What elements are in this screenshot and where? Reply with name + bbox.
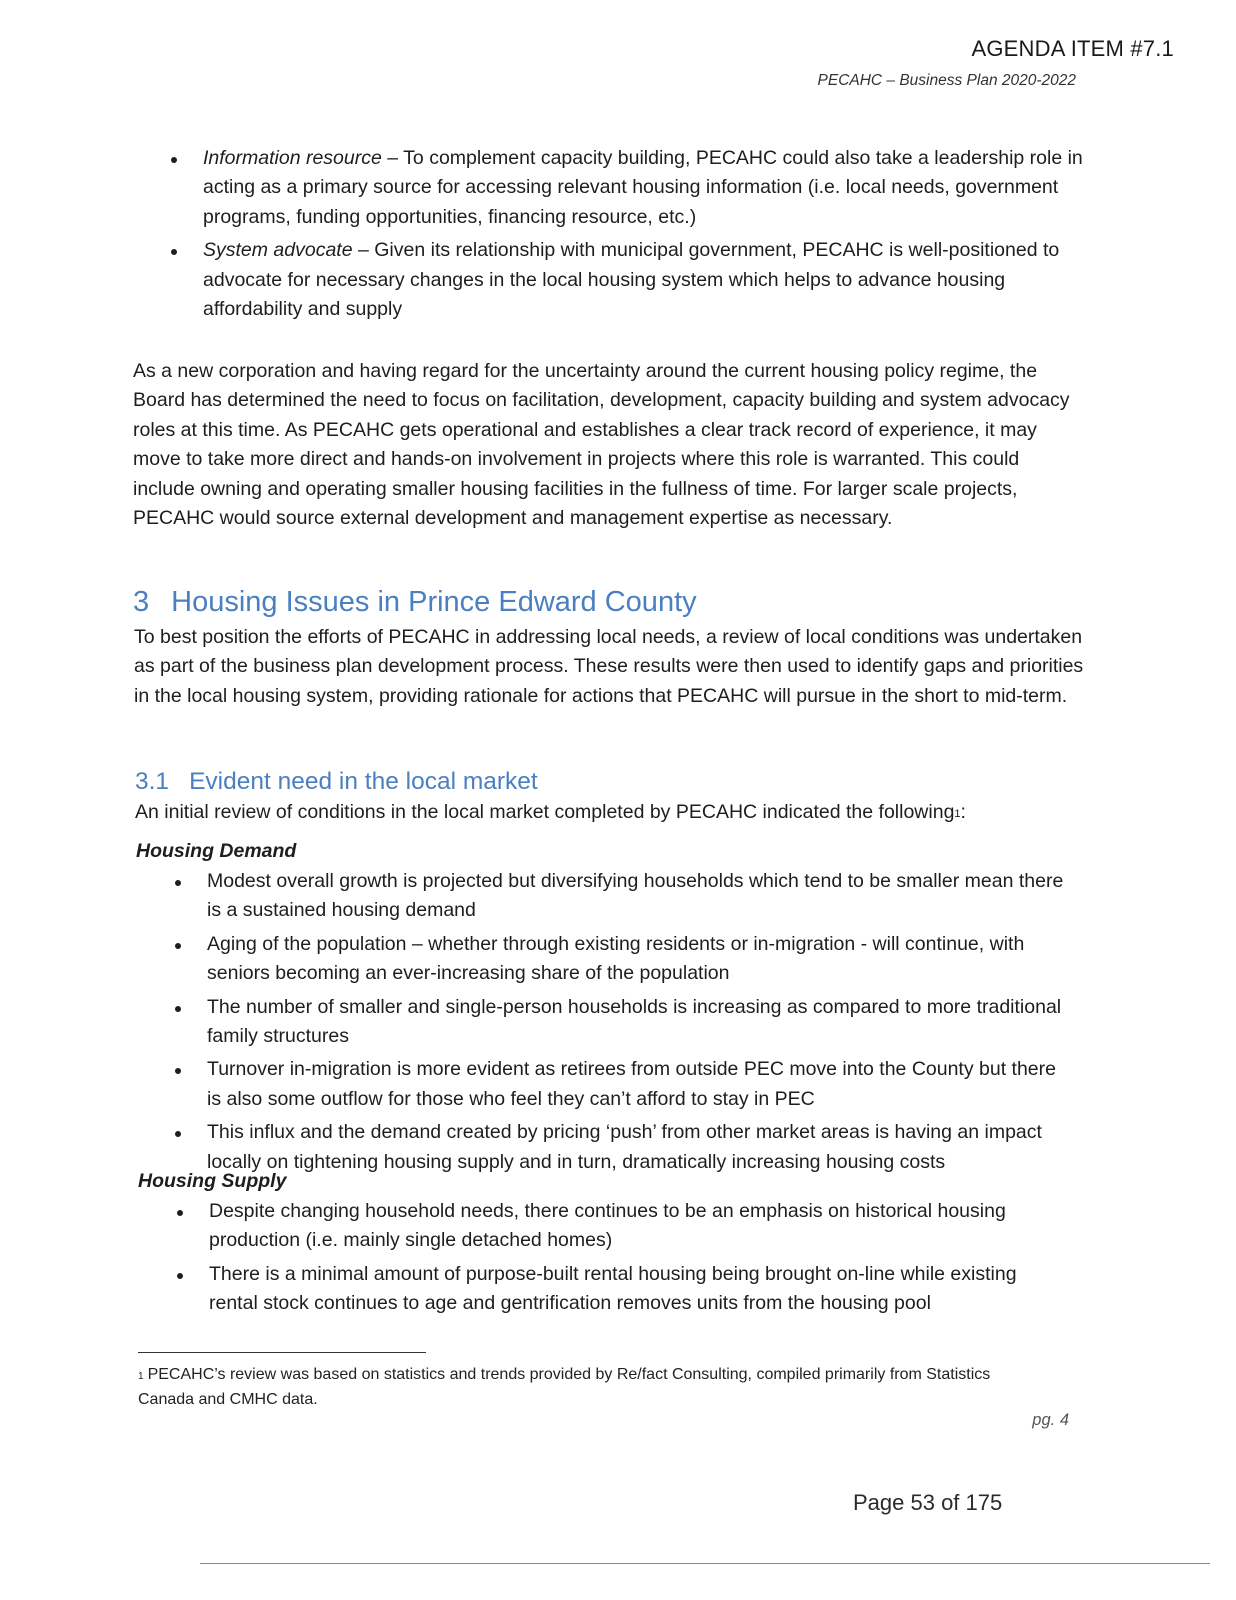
page-count: Page 53 of 175 [853,1490,1003,1515]
bullet-text: – To complement capacity building, PECAHC could also take a leadership role in acting as a primary source for accessing relevant housing information (i.e. local needs, government programs, funding opportunities, financing resource, etc.) [203,147,1083,228]
bottom-divider [200,1563,1210,1564]
subsection-title: Evident need in the local market [189,768,538,795]
document-running-title: PECAHC – Business Plan 2020-2022 [817,72,1076,89]
section-3-1-intro [135,798,1075,827]
housing-supply-list [209,1197,1069,1323]
section-3-heading [133,586,697,619]
roles-bullet-list [203,144,1083,328]
list-item: Aging of the population – whether through existing residents or in-migration - will continue, with seniors becoming an ever-increasing share of the population [207,930,1067,989]
section-3-intro: To best position the efforts of PECAHC in addressing local needs, a review of local conditions was undertaken as part of the business plan development process. These results were then used to identify gaps and priorities in the local housing system, providing rationale for actions that PECAHC will pursue in the short to mid-term. [134,626,1084,707]
footnote-marker: 1 [138,1371,144,1382]
housing-demand-heading: Housing Demand [136,840,297,862]
footnote-reference: 1 [954,808,961,820]
list-item: There is a minimal amount of purpose-built rental housing being brought on-line while existing rental stock continues to age and gentrification removes units from the housing pool [209,1260,1069,1319]
intro-text: An initial review of conditions in the local market completed by PECAHC indicated the following [135,801,955,823]
bullet-term: Information resource [203,147,382,169]
footnote-text: PECAHC’s review was based on statistics and trends provided by Re/fact Consulting, compiled primarily from Statistics Canada and CMHC data. [138,1366,991,1408]
agenda-item-label: AGENDA ITEM #7.1 [971,36,1174,61]
list-item [203,144,1083,232]
housing-supply-heading: Housing Supply [138,1170,287,1192]
roles-paragraph: As a new corporation and having regard for the uncertainty around the current housing policy regime, the Board has determined the need to focus on facilitation, development, capacity building and system advocacy roles at this time. As PECAHC gets operational and establishes a clear track record of experience, it may move to take more direct and hands-on involvement in projects where this role is warranted. This could include owning and operating smaller housing facilities in the fullness of time. For larger scale projects, PECAHC would source external development and management expertise as necessary. [133,360,1070,530]
section-3-1-heading [135,768,538,796]
list-item: The number of smaller and single-person households is increasing as compared to more traditional family structures [207,993,1067,1052]
bullet-text: – Given its relationship with municipal government, PECAHC is well-positioned to advocate for necessary changes in the local housing system which helps to advance housing affordability and supply [203,239,1060,321]
section-title: Housing Issues in Prince Edward County [171,586,697,618]
footnote-divider [138,1352,426,1353]
page-number-label: pg. 4 [1032,1411,1069,1429]
section-number: 3 [133,586,150,618]
list-item [203,236,1083,324]
list-item: Modest overall growth is projected but diversifying households which tend to be smaller mean there is a sustained housing demand [207,867,1067,926]
list-item: This influx and the demand created by pricing ‘push’ from other market areas is having an impact locally on tightening housing supply and in turn, dramatically increasing housing costs [207,1118,1067,1177]
list-item: Despite changing household needs, there continues to be an emphasis on historical housing production (i.e. mainly single detached homes) [209,1197,1069,1256]
list-item: Turnover in-migration is more evident as retirees from outside PEC move into the County but there is also some outflow for those who feel they can’t afford to stay in PEC [207,1055,1067,1114]
housing-demand-list [207,867,1067,1181]
intro-colon: : [960,801,966,823]
footnote [138,1362,1038,1412]
bullet-term: System advocate [203,239,353,262]
subsection-number: 3.1 [135,768,170,795]
